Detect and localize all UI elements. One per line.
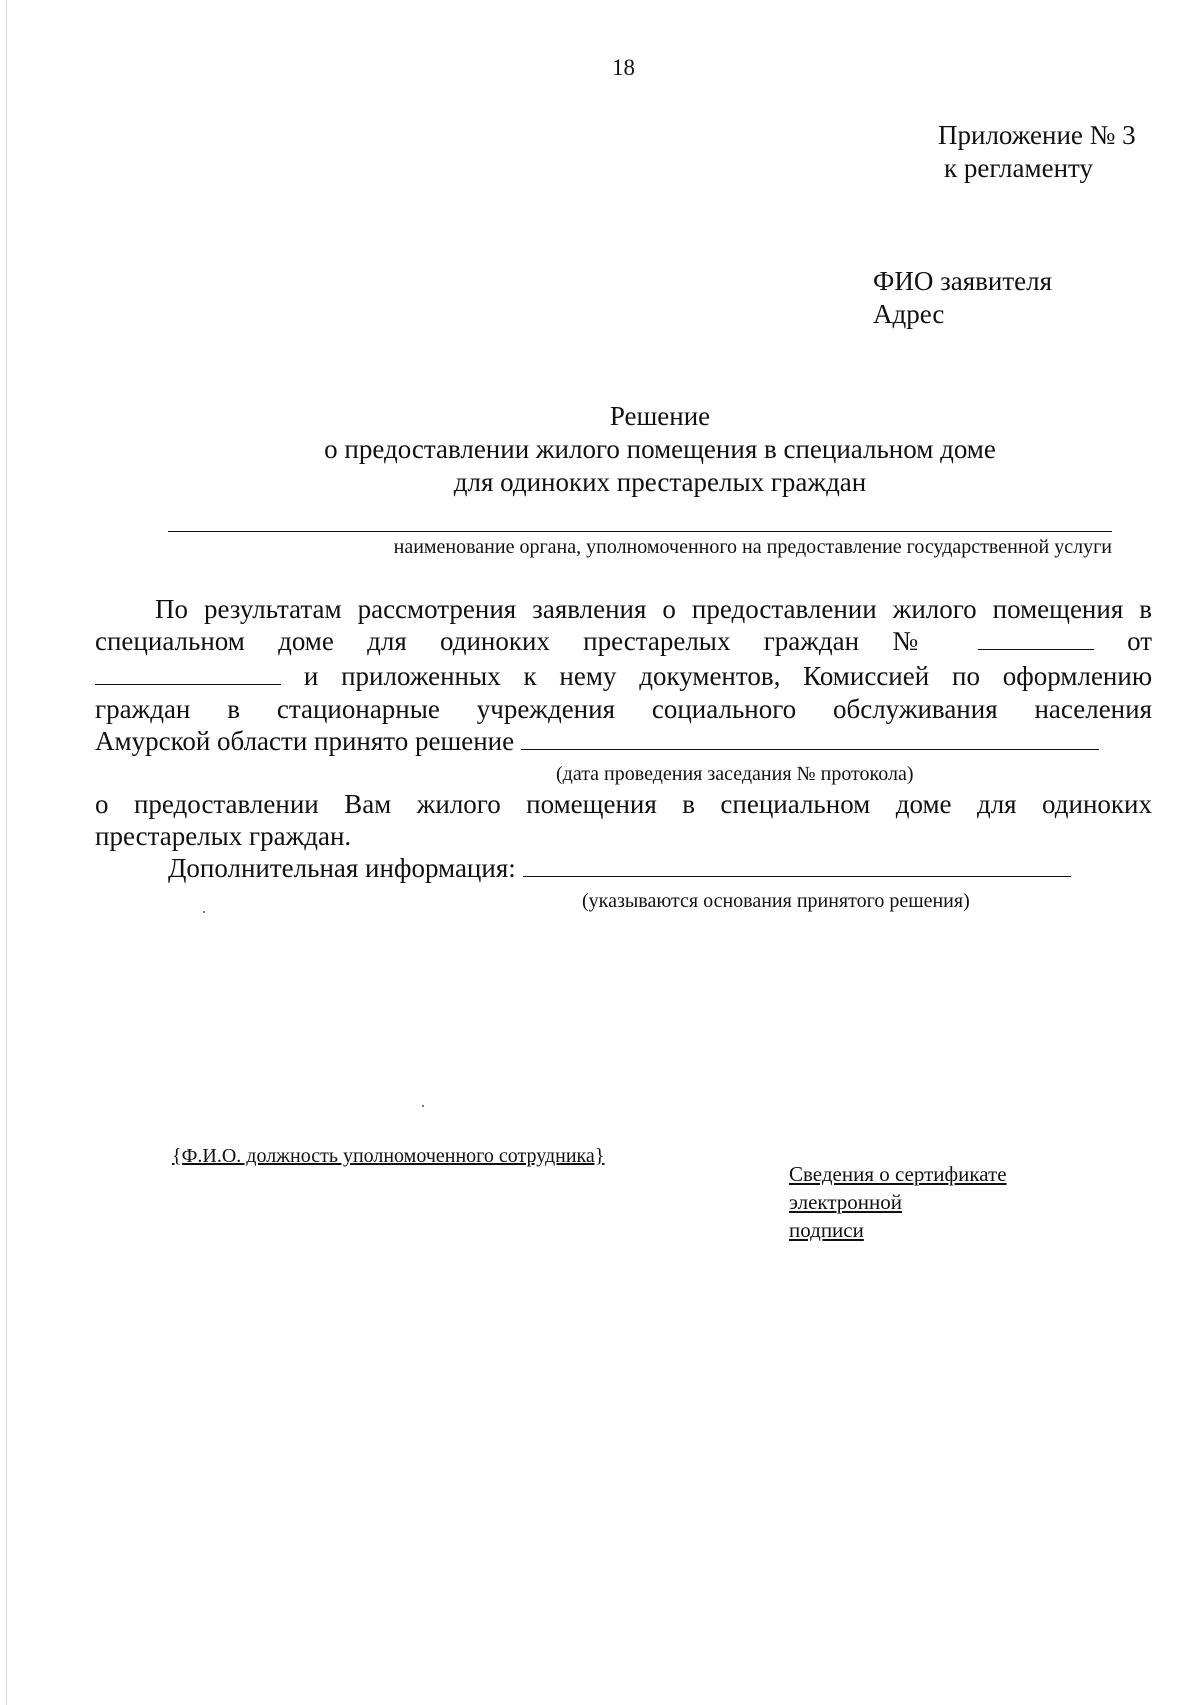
decision-details-blank xyxy=(521,727,1099,750)
title-line-2: о предоставлении жилого помещения в специальном доме xyxy=(324,434,996,464)
officer-signature-placeholder: {Ф.И.О. должность уполномоченного сотрудника} xyxy=(172,1145,605,1167)
body-line-3 xyxy=(95,660,1152,692)
reasons-caption: (указываются основания принятого решения) xyxy=(582,890,970,912)
certificate-line-3: подписи xyxy=(789,1218,864,1242)
additional-info-label: Дополнительная информация: xyxy=(168,853,516,883)
appendix-title: Приложение № 3 xyxy=(938,120,1136,150)
body-line-5 xyxy=(95,725,1152,757)
certificate-line-1: Сведения о сертификате xyxy=(789,1162,1007,1186)
additional-info-line xyxy=(168,852,1071,884)
organ-name-caption: наименование органа, уполномоченного на предоставление государственной услуги xyxy=(393,536,1112,558)
body-line-2-from: от xyxy=(1127,626,1153,656)
body-line-1: По результатам рассмотрения заявления о предоставлении жилого помещения в xyxy=(155,594,1152,624)
appendix-header xyxy=(938,119,1136,185)
organ-name-blank xyxy=(168,531,1112,532)
page-number: 18 xyxy=(612,55,635,80)
body-line-3-text: и приложенных к нему документов, Комиссией по оформлению xyxy=(303,661,1152,691)
scan-edge xyxy=(6,0,7,1705)
certificate-info xyxy=(789,1160,1007,1244)
body-line-6: о предоставлении Вам жилого помещения в специальном доме для одиноких xyxy=(95,789,1152,819)
protocol-caption: (дата проведения заседания № протокола) xyxy=(556,763,914,785)
body-line-4: граждан в стационарные учреждения социального обслуживания населения xyxy=(95,694,1152,724)
application-date-blank xyxy=(95,662,281,685)
applicant-address-label: Адрес xyxy=(873,299,945,329)
body-line-2-text: специальном доме для одиноких престарелых граждан № xyxy=(95,626,945,656)
body-line-2 xyxy=(95,625,1152,657)
body-line-7: престарелых граждан. xyxy=(95,821,352,851)
body-line-5-text: Амурской области принято решение xyxy=(95,726,515,756)
additional-info-blank xyxy=(523,854,1071,877)
document-title xyxy=(260,400,1060,499)
certificate-line-2: электронной xyxy=(789,1190,903,1214)
applicant-block xyxy=(873,265,1052,331)
applicant-name-label: ФИО заявителя xyxy=(873,266,1053,296)
title-line-1: Решение xyxy=(609,401,711,431)
appendix-subtitle: к регламенту xyxy=(944,153,1093,183)
application-number-blank xyxy=(978,627,1094,650)
scan-speck xyxy=(422,1105,424,1107)
scan-speck xyxy=(203,911,205,913)
title-line-3: для одиноких престарелых граждан xyxy=(453,467,867,497)
